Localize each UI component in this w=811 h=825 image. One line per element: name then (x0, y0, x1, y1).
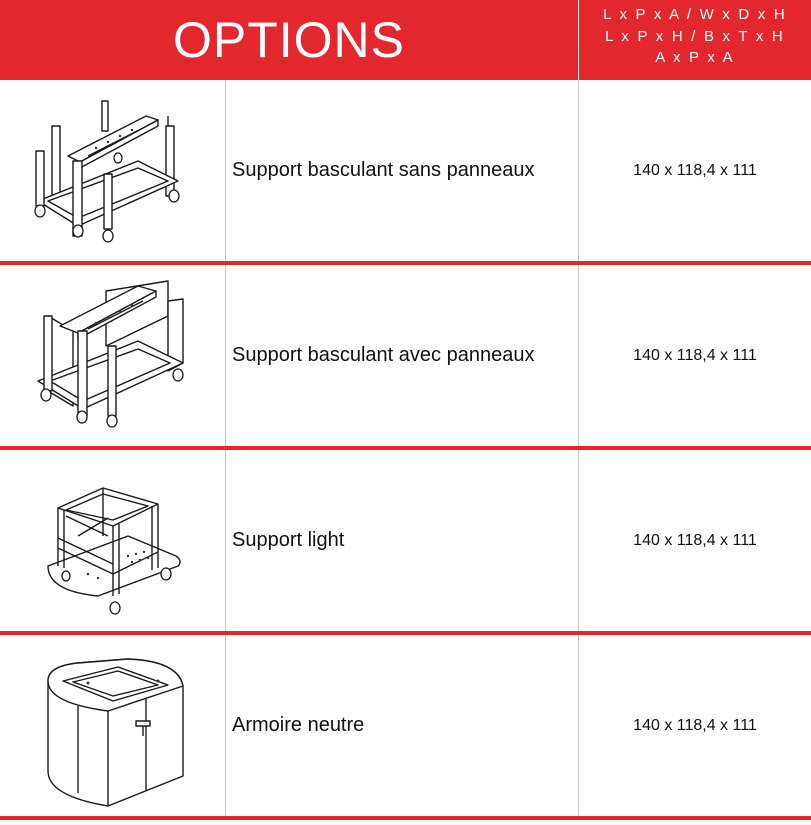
column-divider (225, 450, 226, 631)
column-divider (225, 80, 226, 261)
option-dimensions: 140 x 118,4 x 111 (633, 531, 757, 549)
dimensions-header-line: L x P x A / W x D x H (603, 6, 787, 23)
stand-with-panels-icon (18, 271, 208, 441)
table-row (0, 265, 811, 450)
column-divider (225, 265, 226, 446)
dimensions-header (579, 4, 811, 69)
stand-without-panels-icon (18, 86, 208, 256)
options-title: OPTIONS (172, 12, 406, 68)
option-dimensions: 140 x 118,4 x 111 (633, 161, 757, 179)
table-row (0, 450, 811, 635)
row-separator (0, 816, 811, 820)
option-dimensions: 140 x 118,4 x 111 (633, 716, 757, 734)
neutral-cabinet-icon (18, 641, 208, 811)
option-label: Support light (232, 529, 345, 551)
option-dimensions: 140 x 118,4 x 111 (633, 346, 757, 364)
table-row (0, 80, 811, 265)
table-header (0, 0, 811, 80)
option-label: Support basculant avec panneaux (232, 344, 535, 366)
table-row (0, 635, 811, 820)
column-divider (225, 635, 226, 816)
option-label: Support basculant sans panneaux (232, 159, 535, 181)
dimensions-header-line: A x P x A (655, 49, 735, 66)
dimensions-header-line: L x P x H / B x T x H (605, 27, 785, 45)
option-label: Armoire neutre (232, 714, 365, 736)
light-stand-icon (18, 456, 208, 626)
